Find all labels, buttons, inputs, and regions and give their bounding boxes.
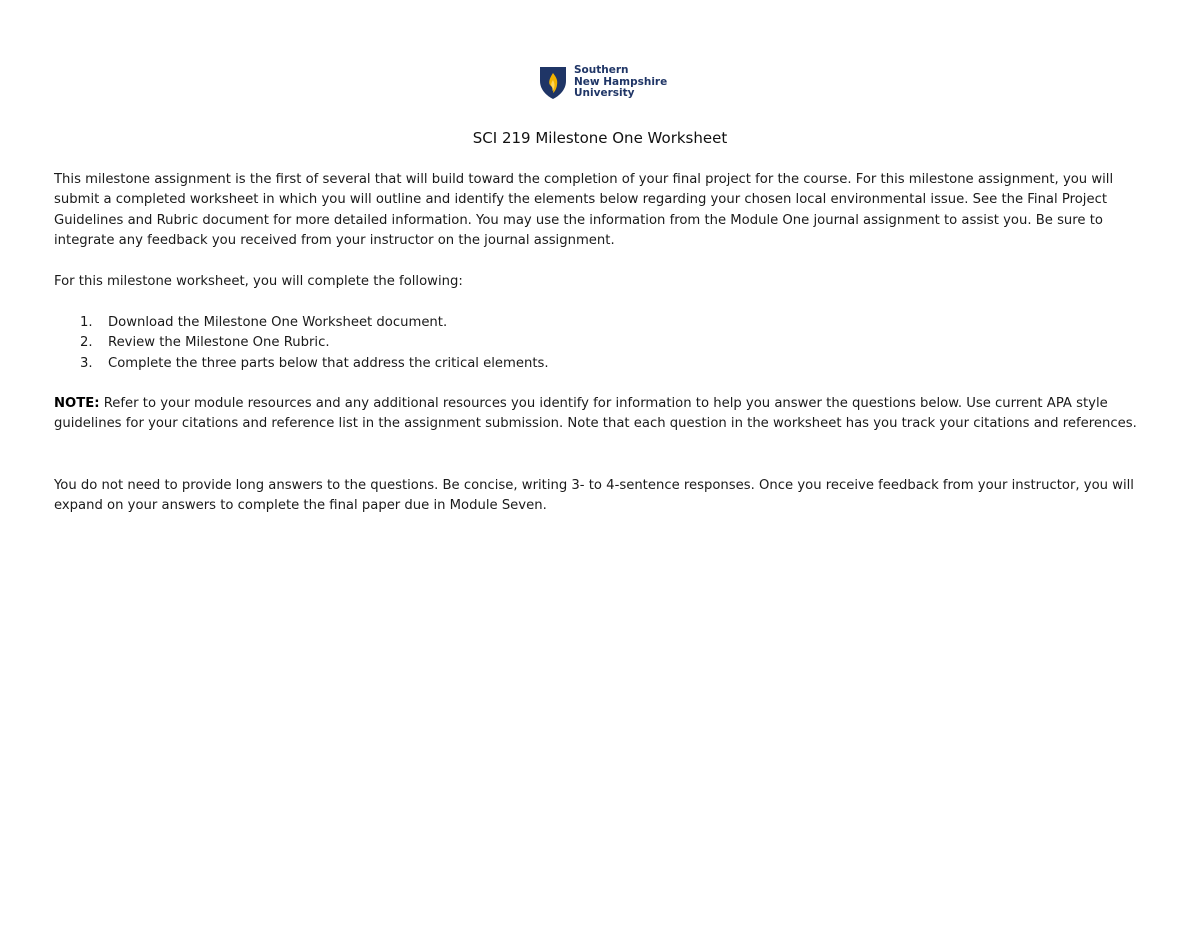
- list-item-text: Complete the three parts below that address the critical elements.: [108, 355, 549, 371]
- intro-paragraph: This milestone assignment is the first of several that will build toward the completion of your final project for the course. For this milestone assignment, you will submit a completed worksheet in which you will outline and identify the elements below regarding your chosen local environmental issue. See the Final Project Guidelines and Rubric document for more detailed information. You may use the information from the Module One journal assignment to assist you. Be sure to integrate any feedback you received from your instructor on the journal assignment.: [54, 172, 1114, 249]
- logo-wordmark: [574, 65, 667, 100]
- list-item: [54, 354, 549, 374]
- logo-line-1: Southern: [574, 64, 629, 76]
- steps-list: [54, 313, 549, 374]
- note-label: NOTE:: [54, 396, 100, 411]
- snhu-logo: [539, 66, 667, 100]
- logo-line-2: New Hampshire: [574, 75, 668, 88]
- list-item-number: 2.: [80, 335, 93, 351]
- list-item: [54, 333, 549, 353]
- note-paragraph: [54, 394, 1146, 435]
- note-text: Refer to your module resources and any additional resources you identify for information to help you answer the questions below. Use current APA style guidelines for your citations and reference list in the assignment submission. Note that each question in the worksheet has you track your citations and references.: [54, 396, 1137, 432]
- list-item: [54, 313, 549, 333]
- list-item-text: Download the Milestone One Worksheet document.: [108, 315, 448, 330]
- logo-line-3: University: [574, 87, 635, 99]
- closing-paragraph: You do not need to provide long answers to the questions. Be concise, writing 3- to 4-sentence responses. Once you receive feedback from your instructor, you will expand on your answers to complete the final paper due in Module Seven.: [54, 478, 1134, 514]
- shield-flame-icon: [539, 66, 567, 100]
- list-intro-paragraph: For this milestone worksheet, you will complete the following:: [54, 274, 463, 289]
- page-title: SCI 219 Milestone One Worksheet: [472, 129, 728, 147]
- list-item-text: Review the Milestone One Rubric.: [108, 335, 330, 351]
- list-item-number: 1.: [80, 315, 93, 330]
- list-item-number: 3.: [80, 355, 93, 371]
